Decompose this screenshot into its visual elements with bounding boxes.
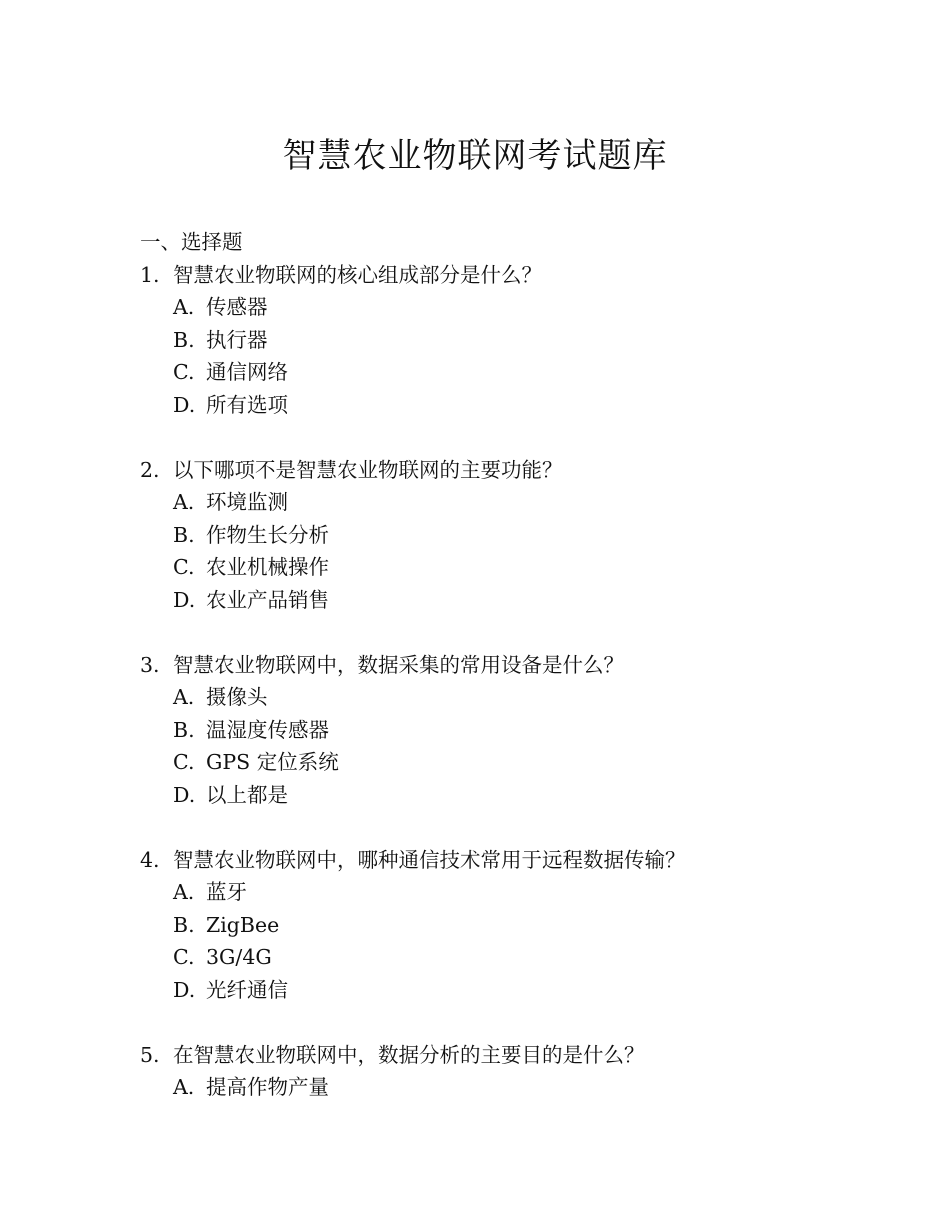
option-list — [140, 681, 860, 811]
question-text: 在智慧农业物联网中，数据分析的主要目的是什么？ — [173, 1042, 645, 1067]
option-text: 3G/4G — [206, 945, 272, 969]
option-a — [140, 876, 860, 909]
option-letter: C. — [173, 360, 195, 384]
question-stem — [140, 454, 860, 487]
question-text: 智慧农业物联网中，数据采集的常用设备是什么？ — [173, 652, 624, 677]
option-text: 环境监测 — [206, 490, 288, 514]
option-letter: B. — [173, 912, 195, 937]
option-text: 温湿度传感器 — [206, 717, 329, 742]
option-letter: D. — [173, 977, 196, 1002]
option-letter: D. — [173, 392, 196, 417]
option-text: 蓝牙 — [206, 880, 247, 904]
option-text: 执行器 — [206, 327, 268, 352]
option-list — [140, 876, 860, 1006]
option-d — [140, 779, 860, 812]
option-letter: B. — [173, 717, 195, 742]
question-number: 5. — [140, 1042, 160, 1067]
option-letter: B. — [173, 327, 195, 352]
option-c — [140, 746, 860, 779]
option-list — [140, 1071, 860, 1104]
question-text: 以下哪项不是智慧农业物联网的主要功能？ — [173, 457, 563, 482]
option-a — [140, 1071, 860, 1104]
option-text: 农业产品销售 — [206, 587, 329, 612]
question-1 — [140, 259, 860, 422]
question-number: 1. — [140, 262, 160, 287]
question-number: 2. — [140, 457, 160, 482]
option-b — [140, 714, 860, 747]
option-letter: C. — [173, 555, 195, 579]
option-text: ZigBee — [206, 912, 280, 937]
option-text: 通信网络 — [206, 360, 288, 384]
option-b — [140, 519, 860, 552]
document-body — [140, 226, 860, 1104]
option-text: 提高作物产量 — [206, 1075, 329, 1099]
option-letter: A. — [173, 880, 195, 904]
question-text: 智慧农业物联网中，哪种通信技术常用于远程数据传输？ — [173, 847, 686, 872]
option-list — [140, 291, 860, 421]
option-text: 所有选项 — [206, 392, 288, 417]
question-stem — [140, 844, 860, 877]
question-stem — [140, 259, 860, 292]
section-heading: 一、选择题 — [140, 230, 243, 254]
option-letter: B. — [173, 522, 195, 547]
option-text: 以上都是 — [206, 782, 288, 807]
option-letter: A. — [173, 1075, 195, 1099]
question-2 — [140, 454, 860, 617]
question-4 — [140, 844, 860, 1007]
option-a — [140, 486, 860, 519]
option-text: 摄像头 — [206, 685, 268, 709]
option-text: 作物生长分析 — [206, 522, 329, 547]
option-d — [140, 389, 860, 422]
option-d — [140, 584, 860, 617]
option-text: GPS 定位系统 — [206, 750, 339, 774]
option-c — [140, 551, 860, 584]
question-number: 3. — [140, 652, 160, 677]
option-text: 农业机械操作 — [206, 555, 329, 579]
option-b — [140, 909, 860, 942]
question-text: 智慧农业物联网的核心组成部分是什么？ — [173, 262, 542, 287]
question-number: 4. — [140, 847, 160, 872]
option-c — [140, 356, 860, 389]
option-d — [140, 974, 860, 1007]
document-title: 智慧农业物联网考试题库 — [282, 136, 668, 176]
option-letter: C. — [173, 945, 195, 969]
option-letter: C. — [173, 750, 195, 774]
question-stem — [140, 1039, 860, 1072]
option-a — [140, 681, 860, 714]
option-list — [140, 486, 860, 616]
option-b — [140, 324, 860, 357]
option-letter: A. — [173, 295, 195, 319]
option-letter: A. — [173, 685, 195, 709]
question-5 — [140, 1039, 860, 1104]
option-a — [140, 291, 860, 324]
question-3 — [140, 649, 860, 812]
option-letter: A. — [173, 490, 195, 514]
question-stem — [140, 649, 860, 682]
option-c — [140, 941, 860, 974]
option-letter: D. — [173, 587, 196, 612]
option-text: 光纤通信 — [206, 977, 288, 1002]
option-letter: D. — [173, 782, 196, 807]
option-text: 传感器 — [206, 295, 268, 319]
